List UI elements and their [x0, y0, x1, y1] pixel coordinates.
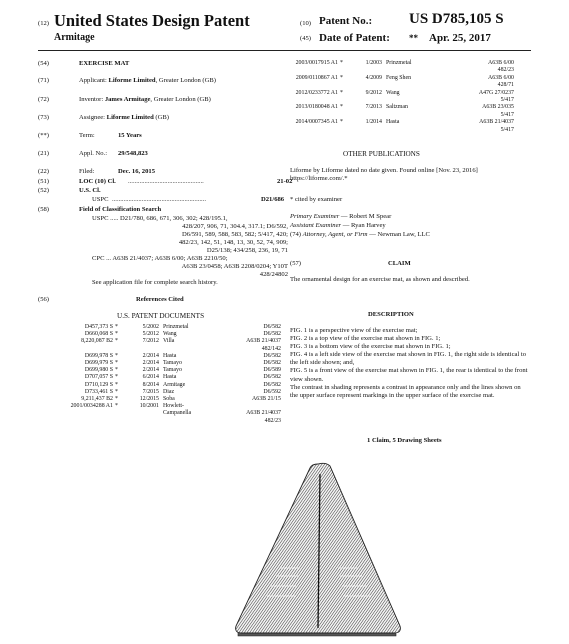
search-line: 428/207, 906, 71, 304.4, 317.1; D6/592,: [182, 223, 288, 230]
cited-by-examiner-note: * cited by examiner: [290, 196, 343, 203]
ref-class: 482/23: [264, 417, 281, 424]
ref-class: 5/417: [500, 97, 514, 103]
ref-cited-mark: *: [115, 338, 118, 345]
f22-num: (22): [38, 168, 49, 175]
ref-date: 7/2012: [142, 338, 159, 345]
ref-cited-mark: *: [115, 360, 118, 366]
us-reference-row: [63, 338, 293, 345]
f51-num: (51): [38, 178, 49, 185]
ref-name: Villa: [163, 338, 175, 345]
ref-date: 5/2012: [142, 331, 159, 338]
primary-examiner: [290, 213, 391, 221]
search-line: A63B 23/0458; A63B 2208/0204; Y10T: [181, 263, 288, 270]
ref-class: D6/589: [263, 367, 281, 374]
ref-date: 1/2003: [365, 60, 382, 66]
ref-cited-mark: *: [115, 352, 118, 359]
publication-reference-row: [290, 75, 530, 82]
ref-name: Campanella: [163, 410, 192, 417]
ref-date: 9/2012: [365, 89, 382, 96]
ref-cited-mark: *: [340, 60, 343, 66]
ref-name: Tamayo: [163, 360, 182, 366]
assistant-examiner-name: — Ryan Harvey: [341, 222, 386, 229]
ref-name: Prinzmetal: [386, 60, 412, 66]
ref-name: Feng Shen: [386, 74, 412, 81]
ref-class: 5/417: [500, 126, 514, 133]
patent-date: Apr. 25, 2017: [429, 32, 491, 44]
f58-num: (58): [38, 206, 49, 213]
ref-cited-mark: *: [115, 331, 118, 338]
ref-number: D699,979 S: [84, 360, 113, 366]
us-reference-row: [63, 382, 293, 389]
ref-date: 7/2013: [365, 104, 382, 111]
ref-name: Tamayo: [163, 367, 182, 374]
ref-cited-mark: *: [115, 381, 118, 388]
description-paragraph: FIG. 2 is a top view of the exercise mat shown in FIG. 1;: [290, 335, 441, 343]
attorney-num: (74): [290, 231, 301, 238]
description-paragraph: FIG. 5 is a front view of the exercise mat shown in FIG. 1, the rear is identical to the front view shown.: [290, 367, 528, 383]
ref-name: Hasta: [386, 119, 400, 126]
ref-name: Diaz: [163, 388, 175, 395]
search-history-note: See application file for complete search history.: [92, 279, 218, 286]
ref-date: 8/2014: [142, 381, 159, 388]
us-reference-row: [63, 353, 293, 360]
ref-class: A63B 21/15: [252, 396, 281, 402]
publication-reference-row: [290, 112, 530, 119]
search-line: 428/24802: [259, 271, 288, 278]
publication-reference-row: [290, 104, 530, 111]
code-45: (45): [300, 35, 311, 42]
ref-date: 2/2014: [142, 360, 159, 366]
ref-class: A47G 27/0237: [478, 89, 514, 96]
ref-cited-mark: *: [340, 74, 343, 81]
publication-reference-row: [290, 119, 530, 126]
uspc-dots: .........................................................: [112, 196, 206, 203]
applicant-label: Applicant:: [79, 77, 107, 84]
claims-and-sheets: 1 Claim, 5 Drawing Sheets: [367, 437, 442, 444]
ref-number: D699,980 S: [84, 367, 113, 374]
other-publications-text: Liforme by Liforme dated no date given. Found online [Nov. 23, 2016] https://liforme.com/.*: [290, 167, 478, 183]
appl-no-value: 29/548,823: [118, 150, 148, 157]
ref-name: Wang: [163, 331, 177, 338]
ref-class: D6/582: [263, 381, 281, 388]
filed-date: Dec. 16, 2015: [118, 168, 155, 175]
ref-name: Prinzmetal: [163, 324, 189, 330]
claim-text: The ornamental design for an exercise mat, as shown and described.: [290, 276, 470, 283]
assignee-name: Liforme Limited: [106, 114, 154, 121]
f72-num: (72): [38, 96, 49, 103]
publication-reference-row: [290, 60, 530, 67]
f56-num: (56): [38, 296, 49, 303]
primary-examiner-name: — Robert M Spear: [339, 213, 392, 220]
term-label: Term:: [79, 132, 95, 139]
us-reference-row: [63, 396, 293, 403]
date-label: Date of Patent:: [319, 32, 390, 44]
ref-date: 2/2014: [142, 352, 159, 359]
publication-reference-row: [290, 90, 530, 97]
us-reference-row: [63, 367, 293, 374]
ref-name: Wang: [386, 89, 400, 96]
ref-class: D6/582: [263, 352, 281, 359]
us-patent-documents-heading: U.S. PATENT DOCUMENTS: [117, 312, 205, 320]
header-rule: [38, 50, 531, 51]
ref-cited-mark: *: [115, 388, 118, 395]
date-stars: **: [409, 33, 418, 43]
description-paragraph: FIG. 3 is a bottom view of the exercise mat shown in FIG. 1;: [290, 343, 451, 351]
search-line: D25/138; 434/258, 236, 19, 71: [206, 247, 288, 254]
description-paragraph: FIG. 4 is a left side view of the exercise mat shown in FIG. 1, the right side is identical to the left side shown; and,: [290, 351, 527, 367]
ref-date: 10/2001: [139, 403, 159, 410]
ref-number: 2013/0180048 A1: [295, 104, 338, 111]
ref-date: 1/2014: [365, 119, 382, 126]
ref-class: 482/142: [261, 345, 281, 352]
term-num: (**): [38, 132, 49, 139]
patent-no-label: Patent No.:: [319, 15, 373, 27]
ref-number: 2012/0233772 A1: [295, 89, 338, 96]
publication-reference-row: [290, 82, 530, 89]
ref-cited-mark: *: [115, 403, 118, 410]
inventor-name: James Armitage: [104, 96, 151, 103]
ref-cited-mark: *: [115, 374, 118, 381]
ref-number: D710,129 S: [84, 381, 113, 388]
description-paragraph: FIG. 1 is a perspective view of the exercise mat;: [290, 327, 418, 334]
code-12: (12): [38, 20, 49, 27]
us-reference-row: [63, 389, 293, 396]
references-cited-heading: References Cited: [136, 296, 184, 303]
exercise-mat-drawing: [150, 460, 435, 640]
claim-heading: CLAIM: [388, 260, 411, 267]
ref-cited-mark: *: [340, 119, 343, 126]
ref-cited-mark: *: [340, 89, 343, 96]
ref-class: A63B 23/035: [482, 104, 514, 111]
ref-name: Hasta: [163, 374, 177, 381]
inventor-location: , Greater London (GB): [150, 96, 211, 103]
patent-number: US D785,105 S: [409, 11, 504, 27]
applicant-location: , Greater London (GB): [155, 77, 216, 84]
primary-examiner-label: Primary Examiner: [290, 213, 340, 220]
ref-cited-mark: *: [115, 396, 118, 402]
description-paragraph: The contrast in shading represents a contrast in appearance only and the lines shown on the upper surface represent markings in the upper surface of the exercise mat.: [290, 383, 521, 399]
us-reference-row: [63, 410, 293, 417]
ref-number: 2009/0110867 A1: [295, 74, 338, 81]
attorney-label: Attorney, Agent, or Firm: [302, 231, 368, 238]
inventor: [79, 96, 294, 104]
ref-number: 8,220,087 B2: [81, 338, 113, 345]
ref-number: 9,211,437 B2: [81, 396, 113, 402]
publication-reference-row: [290, 67, 530, 74]
ref-class: A63B 6/00: [487, 74, 514, 81]
document-type-title: United States Design Patent: [54, 11, 250, 30]
uspc-label: USPC: [92, 196, 109, 203]
ref-date: 7/2015: [142, 388, 159, 395]
ref-cited-mark: *: [340, 104, 343, 111]
attorney: [290, 231, 430, 239]
ref-class: A63B 6/00: [487, 60, 514, 66]
loc-label: LOC (10) Cl.: [79, 178, 116, 185]
attorney-name: — Newman Law, LLC: [367, 231, 430, 238]
ref-class: D6/582: [263, 374, 281, 381]
ref-number: 2001/0034288 A1: [70, 403, 113, 410]
publication-reference-row: [290, 127, 530, 134]
ref-number: 2014/0007345 A1: [295, 119, 338, 126]
ref-cited-mark: *: [115, 367, 118, 374]
ref-class: D6/592: [263, 388, 281, 395]
ref-date: 6/2014: [142, 374, 159, 381]
ref-name: Hasta: [163, 352, 177, 359]
us-reference-row: [63, 346, 293, 353]
description-body: [290, 327, 530, 400]
assistant-examiner: [290, 222, 386, 230]
filed-label: Filed:: [79, 168, 95, 175]
ref-class: D6/582: [263, 331, 281, 338]
search-line: CPC ... A63B 21/4037; A63B 6/00; A63B 2210/50;: [92, 255, 228, 262]
term-value: 15 Years: [118, 132, 142, 139]
inventor-short: Armitage: [54, 32, 95, 43]
uspc-value: D21/686: [261, 196, 285, 203]
f21-num: (21): [38, 150, 49, 157]
assignee: [79, 114, 294, 122]
ref-date: 2/2014: [142, 367, 159, 374]
inventor-label: Inventor:: [79, 96, 104, 103]
us-reference-row: [63, 331, 293, 338]
f54-num: (54): [38, 60, 49, 67]
f52-num: (52): [38, 187, 49, 194]
search-line: USPC ..... D21/780, 686, 671, 306, 302; 428/195.1,: [92, 215, 228, 222]
ref-number: D733,461 S: [84, 388, 113, 395]
ref-date: 5/2002: [142, 324, 159, 330]
f73-num: (73): [38, 114, 49, 121]
ref-number: D457,373 S: [84, 324, 113, 330]
other-publications-heading: OTHER PUBLICATIONS: [343, 150, 420, 158]
us-cl-label: U.S. Cl.: [79, 187, 101, 194]
assignee-label: Assignee:: [79, 114, 106, 121]
search-line: D6/591, 589, 588, 583, 582; 5/417, 420;: [181, 231, 288, 238]
ref-date: 4/2009: [365, 74, 382, 81]
ref-name: Armitage: [163, 381, 186, 388]
ref-number: D699,978 S: [84, 352, 113, 359]
ref-class: D6/582: [263, 324, 281, 330]
ref-class: A63B 21/4037: [479, 119, 514, 126]
ref-class: 428/71: [497, 82, 514, 89]
ref-number: 2003/0017915 A1: [295, 60, 338, 66]
ref-cited-mark: *: [115, 324, 118, 330]
applicant-name: Liforme Limited: [108, 77, 156, 84]
publication-reference-row: [290, 97, 530, 104]
assignee-location: (GB): [153, 114, 169, 121]
applicant: [79, 77, 294, 85]
appl-no-label: Appl. No.:: [79, 150, 108, 157]
us-reference-row: [63, 360, 293, 367]
loc-dots: ..............................................: [128, 178, 204, 185]
ref-class: D6/582: [263, 360, 281, 366]
claim-num: (57): [290, 260, 301, 267]
description-heading: DESCRIPTION: [368, 311, 414, 318]
us-reference-row: [63, 403, 293, 410]
ref-class: A63B 21/4037: [246, 410, 281, 417]
ref-name: Soba: [163, 396, 175, 402]
title-of-design: EXERCISE MAT: [79, 60, 130, 67]
loc-value: 21-02: [277, 178, 293, 185]
ref-date: 12/2015: [139, 396, 159, 402]
f71-num: (71): [38, 77, 49, 84]
us-reference-row: [63, 324, 293, 331]
ref-name: Saltzman: [386, 104, 408, 111]
us-reference-row: [63, 374, 293, 381]
assistant-examiner-label: Assistant Examiner: [290, 222, 342, 229]
ref-name: Howlett-: [163, 403, 184, 410]
ref-class: 482/23: [497, 67, 514, 74]
ref-number: D707,057 S: [84, 374, 113, 381]
ref-number: D660,068 S: [84, 331, 113, 338]
search-field-label: Field of Classification Search: [79, 206, 162, 213]
ref-class: 5/417: [500, 111, 514, 118]
us-reference-row: [63, 418, 293, 425]
code-10: (10): [300, 20, 311, 27]
search-line: 482/23, 142, 51, 148, 13, 30, 52, 74, 909;: [178, 239, 288, 246]
ref-class: A63B 21/4037: [246, 338, 281, 345]
